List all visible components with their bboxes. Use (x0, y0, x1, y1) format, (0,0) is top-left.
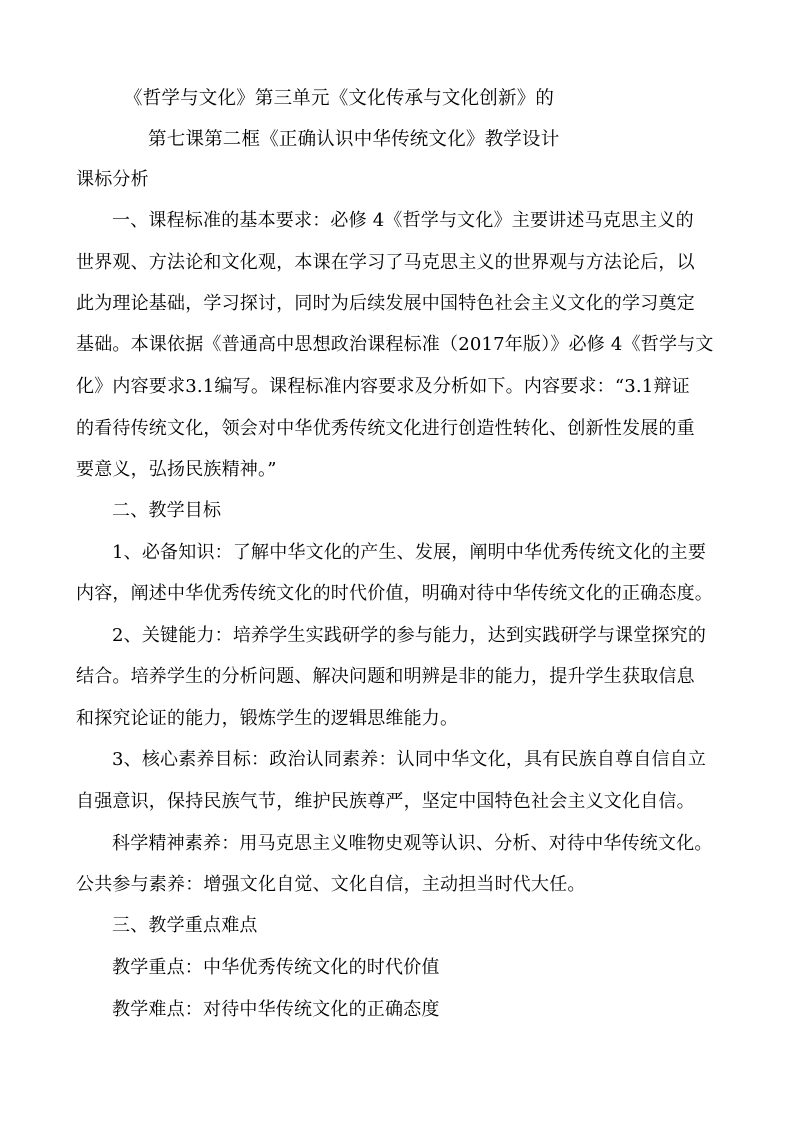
paragraph-line: 基础。本课依据《普通高中思想政治课程标准（2017年版）》必修 4《哲学与文 (76, 334, 714, 355)
paragraph-line: 化》内容要求3.1编写。课程标准内容要求及分析如下。内容要求：“3.1辩证 (76, 376, 690, 397)
paragraph-line: 教学难点：对待中华传统文化的正确态度 (112, 999, 440, 1020)
paragraph-line: 内容，阐述中华优秀传统文化的时代价值，明确对待中华传统文化的正确态度。 (76, 583, 713, 604)
paragraph-line: 一、课程标准的基本要求：必修 4《哲学与文化》主要讲述马克思主义的 (112, 210, 694, 231)
paragraph-line: 自强意识，保持民族气节，维护民族尊严，坚定中国特色社会主义文化自信。 (76, 791, 695, 812)
keypoints-heading: 三、教学重点难点 (112, 915, 258, 936)
section-heading: 课标分析 (76, 169, 149, 190)
paragraph-line: 世界观、方法论和文化观，本课在学习了马克思主义的世界观与方法论后，以 (76, 252, 695, 273)
paragraph-line: 此为理论基础，学习探讨，同时为后续发展中国特色社会主义文化的学习奠定 (76, 293, 695, 314)
paragraph-line: 要意义，弘扬民族精神。” (76, 459, 277, 480)
paragraph-line: 公共参与素养：增强文化自觉、文化自信，主动担当时代大任。 (76, 874, 586, 895)
title-line-1: 《哲学与文化》第三单元《文化传承与文化创新》的 (124, 88, 555, 109)
paragraph-line: 教学重点：中华优秀传统文化的时代价值 (112, 957, 440, 978)
paragraph-line: 科学精神素养：用马克思主义唯物史观等认识、分析、对待中华传统文化。 (112, 833, 713, 854)
objectives-heading: 二、教学目标 (112, 500, 222, 521)
title-line-2: 第七课第二框《正确认识中华传统文化》教学设计 (148, 129, 560, 150)
paragraph-line: 结合。培养学生的分析问题、解决问题和明辨是非的能力，提升学生获取信息 (76, 666, 695, 687)
paragraph-line: 1、必备知识：了解中华文化的产生、发展，阐明中华优秀传统文化的主要 (112, 542, 707, 563)
paragraph-line: 和探究论证的能力，锻炼学生的逻辑思维能力。 (76, 708, 459, 729)
paragraph-line: 的看待传统文化，领会对中华优秀传统文化进行创造性转化、创新性发展的重 (76, 418, 695, 439)
paragraph-line: 2、关键能力：培养学生实践研学的参与能力，达到实践研学与课堂探究的 (112, 625, 707, 646)
paragraph-line: 3、核心素养目标：政治认同素养：认同中华文化，具有民族自尊自信自立 (112, 749, 707, 770)
